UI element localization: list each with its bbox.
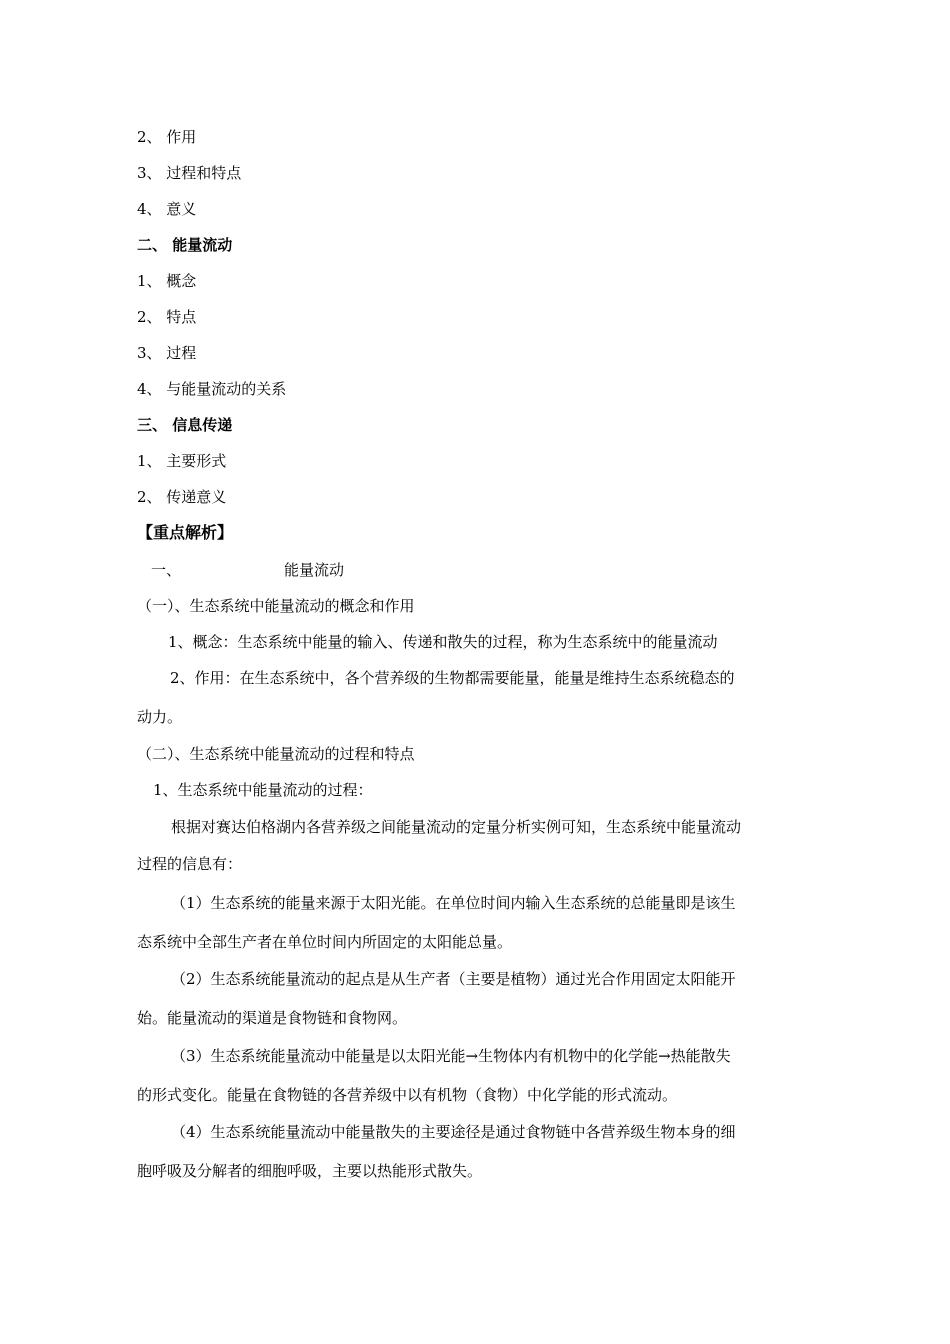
paragraph: （4）生态系统能量流动中能量散失的主要途径是通过食物链中各营养级生物本身的细 <box>171 1123 736 1141</box>
outline-item: 3、 过程和特点 <box>137 164 242 182</box>
outline-item: 1、 主要形式 <box>137 452 227 470</box>
paragraph: 1、概念：生态系统中能量的输入、传递和散失的过程，称为生态系统中的能量流动 <box>168 633 718 651</box>
paragraph: 动力。 <box>137 708 183 726</box>
paragraph: 态系统中全部生产者在单位时间内所固定的太阳能总量。 <box>137 933 513 951</box>
paragraph: 胞呼吸及分解者的细胞呼吸，主要以热能形式散失。 <box>137 1162 483 1180</box>
outline-item: 1、 概念 <box>137 272 197 290</box>
key-analysis-heading: 【重点解析】 <box>137 523 234 542</box>
paragraph: 2、作用：在生态系统中，各个营养级的生物都需要能量，能量是维持生态系统稳态的 <box>170 669 735 687</box>
outline-item: 4、 与能量流动的关系 <box>137 380 287 398</box>
paragraph: （2）生态系统能量流动的起点是从生产者（主要是植物）通过光合作用固定太阳能开 <box>171 970 736 988</box>
subsection-title: （一）、生态系统中能量流动的概念和作用 <box>137 597 415 615</box>
paragraph: （1）生态系统的能量来源于太阳光能。在单位时间内输入生态系统的总能量即是该生 <box>171 894 736 912</box>
outline-item: 2、 特点 <box>137 308 197 326</box>
section-heading: 三、 信息传递 <box>137 416 233 434</box>
paragraph: （3）生态系统能量流动中能量是以太阳光能→生物体内有机物中的化学能→热能散失 <box>171 1047 731 1065</box>
outline-item: 3、 过程 <box>137 344 197 362</box>
outline-item: 4、 意义 <box>137 200 197 218</box>
outline-item: 2、 作用 <box>137 128 197 146</box>
paragraph: 始。能量流动的渠道是食物链和食物网。 <box>137 1009 408 1027</box>
part-title: 能量流动 <box>284 561 345 579</box>
section-heading: 二、 能量流动 <box>137 236 233 254</box>
paragraph: 的形式变化。能量在食物链的各营养级中以有机物（食物）中化学能的形式流动。 <box>137 1086 678 1104</box>
outline-item: 2、 传递意义 <box>137 488 227 506</box>
paragraph: 根据对赛达伯格湖内各营养级之间能量流动的定量分析实例可知，生态系统中能量流动 <box>171 818 742 836</box>
paragraph: 1、生态系统中能量流动的过程： <box>153 781 373 799</box>
part-number: 一、 <box>151 561 182 579</box>
subsection-title: （二）、生态系统中能量流动的过程和特点 <box>137 745 415 763</box>
paragraph: 过程的信息有： <box>137 855 243 873</box>
